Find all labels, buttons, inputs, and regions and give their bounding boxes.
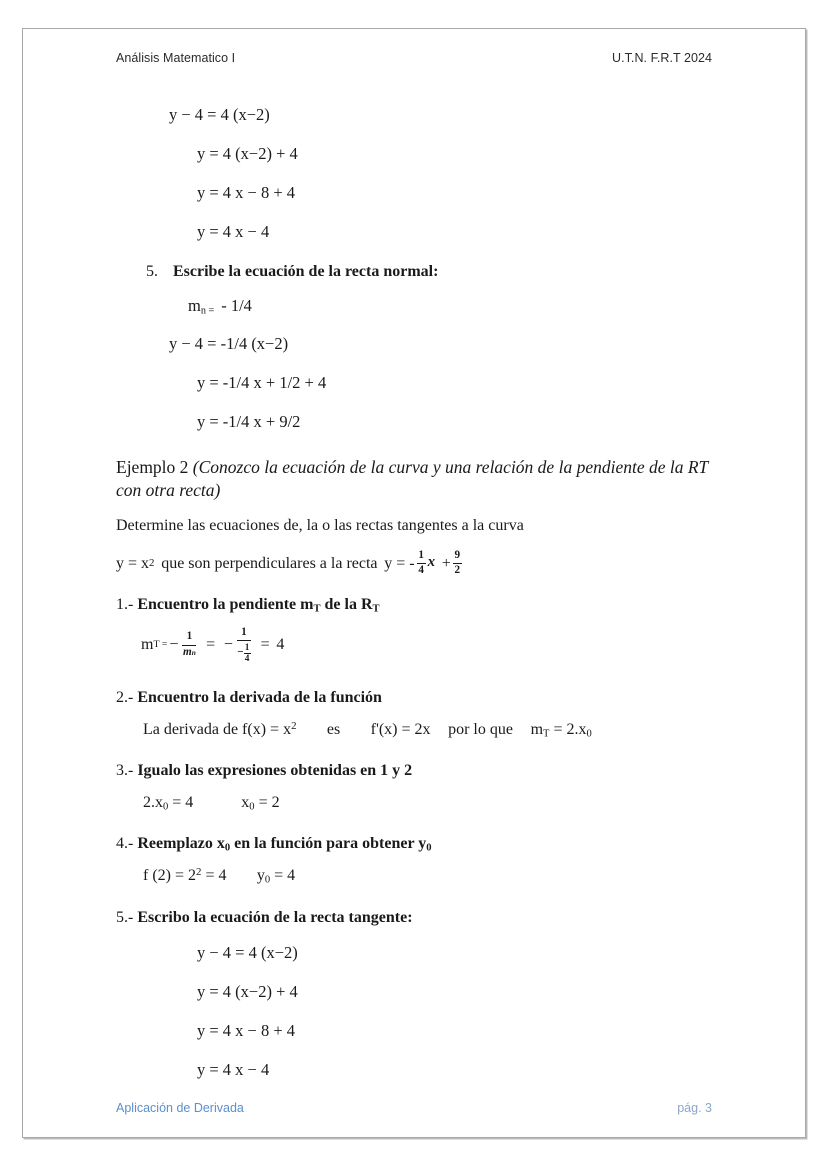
- equation-line: y − 4 = 4 (x−2): [197, 942, 298, 962]
- line-equation-prefix: y = -: [384, 554, 415, 572]
- list-item-heading: Escribe la ecuación de la recta normal:: [173, 263, 439, 280]
- example-heading: [116, 456, 725, 503]
- step-heading-4: [116, 834, 725, 853]
- equation-line: y = 4 (x−2) + 4: [197, 981, 298, 1001]
- page-footer: [116, 1101, 712, 1115]
- step-heading-1: [116, 595, 725, 614]
- fraction-one-over-negative-quarter: 1 − $\frac{1}{4}$: [237, 625, 250, 664]
- equation-line: y = 4 (x−2) + 4: [197, 144, 298, 163]
- slope-value: - 1/4: [221, 296, 252, 315]
- step-number: 2.-: [116, 688, 134, 706]
- page-header: [116, 51, 712, 65]
- step-number: 3.-: [116, 761, 134, 779]
- step-heading-5: [116, 908, 725, 927]
- example-parenthetical: (Conozco la ecuación de la curva y una relación de la pendiente de la RT con otra recta): [116, 457, 708, 501]
- document-body: [116, 107, 725, 1101]
- equals-sign: =: [260, 636, 270, 654]
- page-content-area: [23, 29, 805, 1137]
- plus-operator: +: [441, 554, 451, 572]
- step-number: 4.-: [116, 835, 134, 853]
- step-3-body: $2.x_0 = 4$ $x_0 = 2$: [143, 794, 280, 813]
- slope-subscript: n =: [200, 305, 215, 317]
- equation-line: y = 4 x − 8 + 4: [197, 183, 296, 202]
- header-institution: U.T.N. F.R.T 2024: [612, 51, 712, 65]
- step-title: Igualo las expresiones obtenidas en 1 y 2: [137, 761, 413, 779]
- step-title: Escribo la ecuación de la recta tangente:: [137, 908, 413, 926]
- minus-sign: −: [169, 636, 179, 654]
- step-heading-2: [116, 688, 725, 707]
- minus-sign: −: [223, 636, 233, 654]
- step-title: Encuentro la pendiente $m_T$ de la $R_T$: [137, 595, 380, 615]
- fraction-nine-halves: $\frac{9}{2}$: [454, 549, 461, 576]
- equation-line: y − 4 = 4 (x−2): [169, 105, 270, 124]
- equation-line: y − 4 = -1/4 (x−2): [169, 333, 289, 353]
- denominator-mn: m n: [183, 646, 196, 659]
- mt-symbol: m: [141, 636, 154, 654]
- equation-line: y = 4 x − 4: [197, 1059, 270, 1079]
- variable-x: x: [427, 554, 436, 571]
- example-statement: Determine las ecuaciones de, la o las rectas tangentes a la curva: [116, 516, 524, 534]
- equation-slope-normal: [188, 298, 725, 315]
- header-course-title: Análisis Matematico I: [116, 51, 236, 65]
- list-item-normal-line: [116, 263, 725, 281]
- perpendicular-text: que son perpendiculares a la recta: [161, 554, 378, 572]
- example-equation-line: y = x 2 que son perpendiculares a la recta y = - $\frac{1}{4}$ x + $\frac{9}{2}$: [116, 549, 461, 576]
- step-2-body: La derivada de $f(x) = x^2$ es f'(x) = 2x por lo que $m_T = 2.x_0$: [143, 719, 592, 740]
- step-heading-3: [116, 761, 725, 780]
- fraction-one-over-mn: 1 m n: [183, 630, 196, 659]
- equation-line: y = -1/4 x + 9/2: [197, 411, 301, 431]
- footer-page-number: pág. 3: [677, 1101, 712, 1115]
- footer-document-title: Aplicación de Derivada: [116, 1101, 244, 1115]
- denominator-negative-quarter: − $\frac{1}{4}$: [237, 641, 250, 664]
- document-page: [22, 28, 806, 1138]
- fraction-inner-quarter: $\frac{1}{4}$: [244, 641, 250, 664]
- step-4-body: f $(2) = 2^2 = 4$ $y_0 = 4$: [143, 866, 296, 887]
- step-1-result: 4: [276, 636, 285, 654]
- slope-symbol: m: [188, 296, 201, 315]
- example-label: Ejemplo 2: [116, 457, 189, 477]
- step-title: Encuentro la derivada de la función: [137, 688, 382, 706]
- equation-line: y = 4 x − 4: [197, 222, 270, 241]
- step-title: Reemplazo $x_0$ en la función para obtener $y_0$: [137, 835, 432, 855]
- step-number: 1.-: [116, 595, 134, 613]
- curve-equation: y = x: [116, 554, 150, 572]
- equation-line: y = 4 x − 8 + 4: [197, 1020, 296, 1040]
- fraction-one-quarter: $\frac{1}{4}$: [418, 549, 424, 576]
- equation-line: y = -1/4 x + 1/2 + 4: [197, 372, 327, 392]
- equals-sign: =: [206, 636, 216, 654]
- step-number: 5.-: [116, 908, 134, 926]
- step-1-formula: m T = − 1 m n = − 1 − $\frac{1}{4}$ = 4: [141, 625, 285, 664]
- list-marker: 5.: [146, 263, 158, 280]
